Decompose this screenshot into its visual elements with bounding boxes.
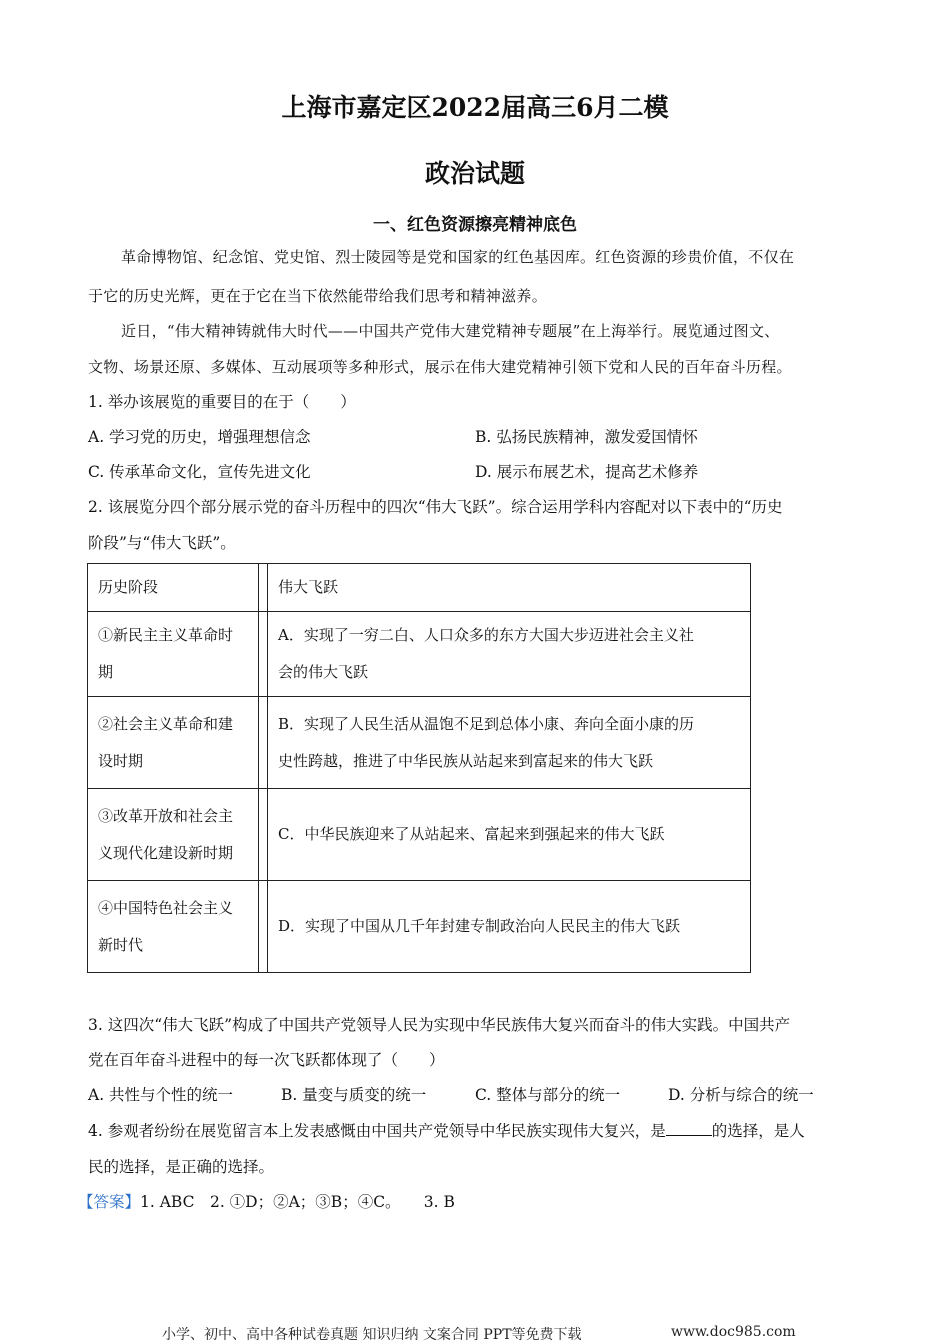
question-2-stem-line-1: 2. 该展览分四个部分展示党的奋斗历程中的四次“伟大飞跃”。综合运用学科内容配对以下表中的“历史 [88, 498, 783, 516]
question-1-option-a: A. 学习党的历史，增强理想信念 [88, 428, 311, 446]
intro-paragraph-1-line-1: 革命博物馆、纪念馆、党史馆、烈士陵园等是党和国家的红色基因库。红色资源的珍贵价值，不仅在 [121, 248, 795, 266]
intro-paragraph-2-line-2: 文物、场景还原、多媒体、互动展项等多种形式，展示在伟大建党精神引领下党和人民的百年奋斗历程。 [88, 358, 792, 376]
table-divider [259, 564, 268, 612]
table-cell-leap [268, 697, 751, 789]
table-divider [259, 697, 268, 789]
table-row [88, 612, 751, 697]
question-2-stem-line-2: 阶段”与“伟大飞跃”。 [88, 534, 236, 552]
table-cell-stage [88, 789, 259, 881]
cell-text: C．中华民族迎来了从站起来、富起来到强起来的伟大飞跃 [278, 825, 665, 843]
intro-paragraph-2-line-1: 近日，“伟大精神铸就伟大时代——中国共产党伟大建党精神专题展”在上海举行。展览通过图文、 [121, 322, 780, 340]
question-3-option-d: D. 分析与综合的统一 [668, 1086, 814, 1104]
question-1-stem: 1. 举办该展览的重要目的在于（ ） [88, 393, 356, 411]
table-header-leap: 伟大飞跃 [268, 564, 751, 612]
table-cell-stage [88, 697, 259, 789]
table-header-row [88, 564, 751, 612]
question-4-text: 的选择，是人 [711, 1122, 805, 1140]
table-cell-leap [268, 612, 751, 697]
table-divider [259, 881, 268, 973]
question-1-option-b: B. 弘扬民族精神，激发爱国情怀 [475, 428, 698, 446]
question-4-stem-line-2: 民的选择，是正确的选择。 [88, 1158, 275, 1176]
cell-text: ①新民主主义革命时 [98, 626, 234, 644]
cell-text: 新时代 [98, 935, 144, 954]
answer-text: 1. ABC 2. ①D；②A；③B；④C。 3. B [140, 1193, 455, 1211]
cell-text: 义现代化建设新时期 [98, 843, 234, 862]
cell-text: B．实现了人民生活从温饱不足到总体小康、奔向全面小康的历 [278, 714, 695, 733]
question-3-option-a: A. 共性与个性的统一 [88, 1086, 234, 1104]
intro-paragraph-1-line-2: 于它的历史光辉，更在于它在当下依然能带给我们思考和精神滋养。 [88, 287, 548, 305]
cell-text: 史性跨越，推进了中华民族从站起来到富起来的伟大飞跃 [278, 751, 654, 770]
question-4-text: 4. 参观者纷纷在展览留言本上发表感慨由中国共产党领导中华民族实现伟大复兴，是 [88, 1122, 666, 1140]
cell-text: ④中国特色社会主义 [98, 898, 234, 917]
table-cell-leap [268, 789, 751, 881]
table-cell-stage [88, 612, 259, 697]
question-1-option-c: C. 传承革命文化，宣传先进文化 [88, 463, 311, 481]
table-row [88, 789, 751, 881]
cell-text: A．实现了一穷二白、人口众多的东方大国大步迈进社会主义社 [278, 626, 694, 644]
page-subtitle: 政治试题 [424, 159, 525, 188]
question-3-option-b: B. 量变与质变的统一 [281, 1086, 427, 1104]
cell-text: D．实现了中国从几千年封建专制政治向人民民主的伟大飞跃 [278, 917, 681, 935]
cell-text: ③改革开放和社会主 [98, 806, 234, 825]
cell-text: 会的伟大飞跃 [278, 663, 369, 681]
answer-tag: 【答案】 [78, 1193, 141, 1211]
question-1-option-d: D. 展示布展艺术，提高艺术修养 [475, 463, 699, 481]
question-3-stem-line-2: 党在百年奋斗进程中的每一次飞跃都体现了（ ） [88, 1051, 445, 1069]
matching-table [87, 563, 751, 973]
footer-site-link[interactable]: www.doc985.com [671, 1324, 796, 1340]
cell-text: ②社会主义革命和建 [98, 714, 234, 733]
table-divider [259, 612, 268, 697]
table-row [88, 697, 751, 789]
question-3-option-c: C. 整体与部分的统一 [475, 1086, 621, 1104]
section-title: 一、红色资源擦亮精神底色 [373, 215, 577, 235]
table-row [88, 881, 751, 973]
table-cell-leap [268, 881, 751, 973]
question-4-stem-line-1 [88, 1119, 805, 1141]
cell-text: 设时期 [98, 751, 144, 770]
answer-line [78, 1190, 455, 1212]
fill-blank [666, 1121, 712, 1136]
cell-text: 期 [98, 663, 114, 681]
page-title: 上海市嘉定区2022届高三6月二模 [281, 93, 669, 122]
table-cell-stage [88, 881, 259, 973]
footer-text: 小学、初中、高中各种试卷真题 知识归纳 文案合同 PPT等免费下载 [162, 1327, 582, 1343]
table-header-stage: 历史阶段 [88, 564, 259, 612]
table-divider [259, 789, 268, 881]
question-3-stem-line-1: 3. 这四次“伟大飞跃”构成了中国共产党领导人民为实现中华民族伟大复兴而奋斗的伟大实践。中国共产 [88, 1016, 791, 1034]
